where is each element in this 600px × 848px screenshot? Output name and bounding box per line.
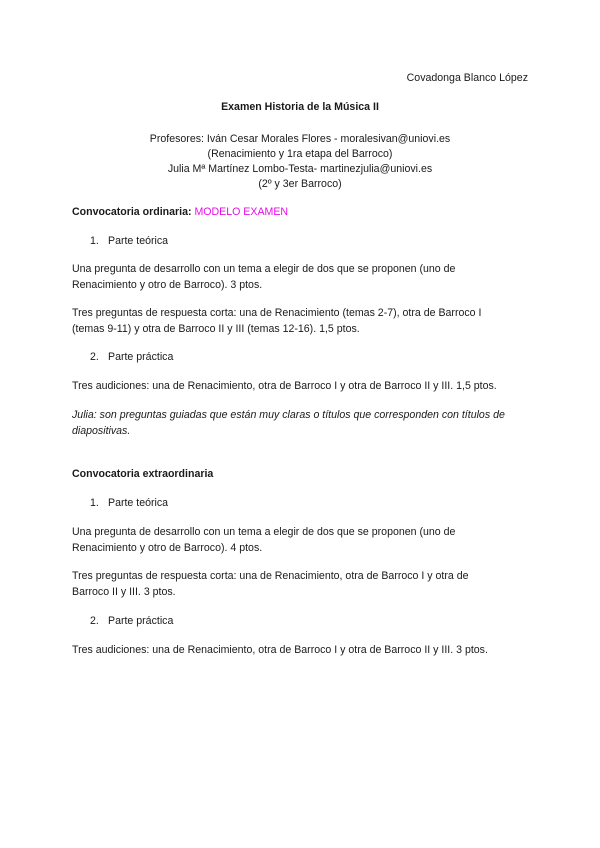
professor-line-3: Julia Mª Martínez Lombo-Testa- martinezjulia@uniovi.es xyxy=(167,163,433,175)
paragraph-line: Tres audiciones: una de Renacimiento, otra de Barroco I y otra de Barroco II y III. 1,5 ptos. xyxy=(72,380,497,392)
paragraph-development-question xyxy=(72,524,532,556)
paragraph-line: Una pregunta de desarrollo con un tema a elegir de dos que se proponen (uno de xyxy=(72,526,456,538)
paragraph-short-questions xyxy=(72,305,532,337)
paragraph-line: Julia: son preguntas guiadas que están muy claras o títulos que corresponden con títulos de xyxy=(72,409,505,421)
section-heading-extraordinary: Convocatoria extraordinaria xyxy=(72,468,214,480)
author-name: Covadonga Blanco López xyxy=(406,72,528,84)
paragraph-short-questions xyxy=(72,568,532,600)
paragraph-line: Tres preguntas de respuesta corta: una de Renacimiento (temas 2-7), otra de Barroco I xyxy=(72,307,482,319)
section-heading-ordinary xyxy=(72,206,288,218)
list-label: Parte práctica xyxy=(108,351,174,363)
list-item-practice xyxy=(90,615,173,627)
professor-line-4: (2º y 3er Barroco) xyxy=(258,178,342,190)
professor-line-1: Profesores: Iván Cesar Morales Flores - moralesivan@uniovi.es xyxy=(149,133,451,145)
list-item-practice xyxy=(90,351,173,363)
paragraph-line: (temas 9-11) y otra de Barroco II y III (temas 12-16). 1,5 ptos. xyxy=(72,323,360,335)
paragraph-listening xyxy=(72,642,532,658)
list-item-theory xyxy=(90,235,168,247)
list-number: 1. xyxy=(90,235,99,247)
paragraph-line: Una pregunta de desarrollo con un tema a elegir de dos que se proponen (uno de xyxy=(72,263,456,275)
list-item-theory xyxy=(90,497,168,509)
heading-text: Convocatoria ordinaria: xyxy=(72,206,192,218)
paragraph-listening xyxy=(72,378,532,394)
paragraph-development-question xyxy=(72,261,532,293)
model-exam-tag: MODELO EXAMEN xyxy=(194,206,289,218)
document-title: Examen Historia de la Música II xyxy=(221,101,379,113)
paragraph-line: Tres preguntas de respuesta corta: una de Renacimiento, otra de Barroco I y otra de xyxy=(72,570,469,582)
list-number: 1. xyxy=(90,497,99,509)
list-label: Parte teórica xyxy=(108,235,169,247)
list-number: 2. xyxy=(90,615,99,627)
paragraph-line: diapositivas. xyxy=(72,425,131,437)
list-label: Parte teórica xyxy=(108,497,169,509)
paragraph-line: Barroco II y III. 3 ptos. xyxy=(72,586,176,598)
paragraph-line: Renacimiento y otro de Barroco). 3 ptos. xyxy=(72,279,263,291)
list-label: Parte práctica xyxy=(108,615,174,627)
paragraph-line: Tres audiciones: una de Renacimiento, otra de Barroco I y otra de Barroco II y III. 3 ptos. xyxy=(72,644,488,656)
list-number: 2. xyxy=(90,351,99,363)
paragraph-line: Renacimiento y otro de Barroco). 4 ptos. xyxy=(72,542,263,554)
paragraph-note xyxy=(72,407,532,439)
professor-line-2: (Renacimiento y 1ra etapa del Barroco) xyxy=(207,148,393,160)
